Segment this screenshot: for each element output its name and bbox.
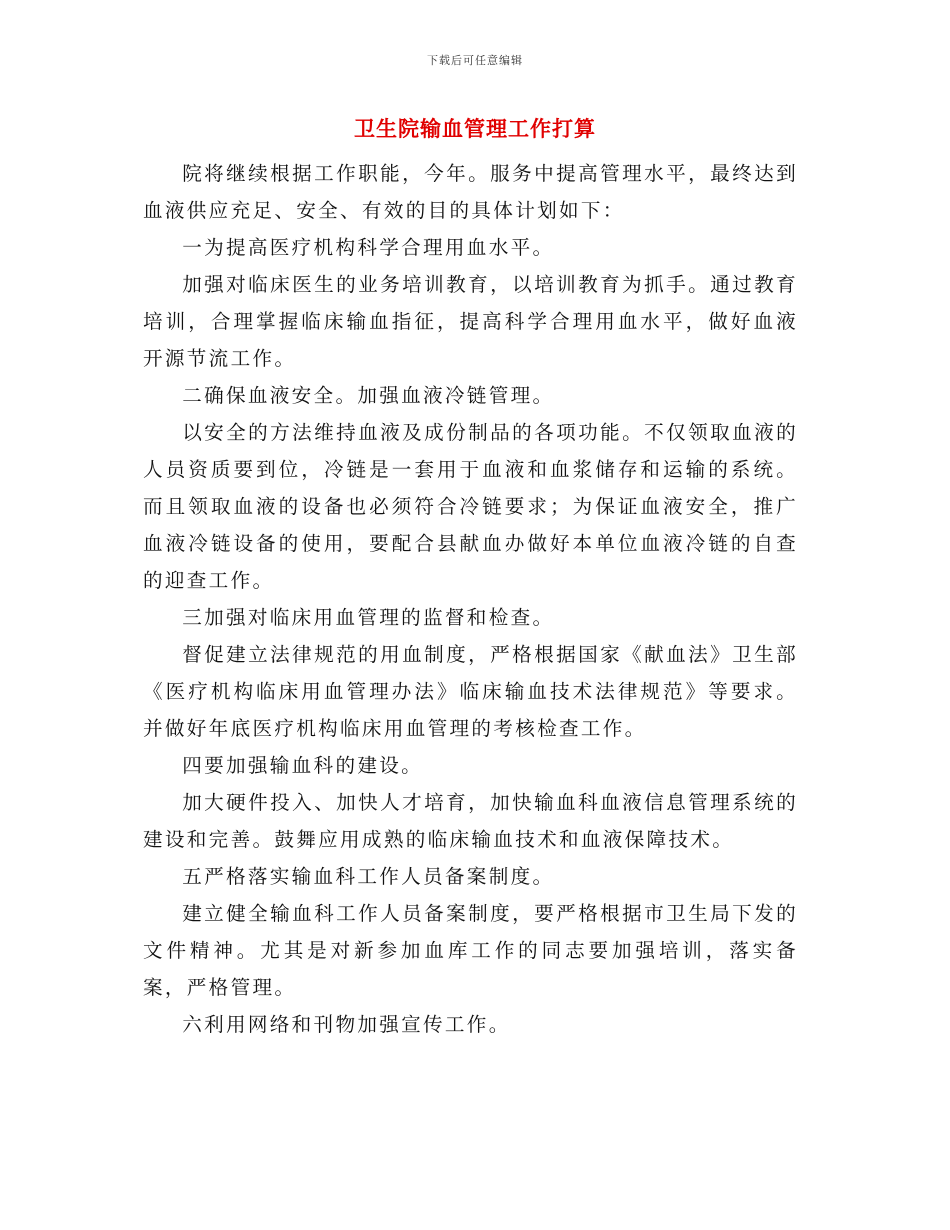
heading-1: 一为提高医疗机构科学合理用血水平。 [182, 236, 555, 259]
page-header-note: 下载后可任意编辑 [427, 54, 523, 67]
document-body [143, 155, 798, 1043]
heading-6: 六利用网络和刊物加强宣传工作。 [182, 1013, 511, 1036]
document-title: 卫生院输血管理工作打算 [354, 116, 596, 141]
paragraph-4: 加大硬件投入、加快人才培育，加快输血科血液信息管理系统的建设和完善。鼓舞应用成熟的临床输血技术和血液保障技术。 [143, 791, 798, 851]
paragraph-3: 督促建立法律规范的用血制度，严格根据国家《献血法》卫生部《医疗机构临床用血管理办法》临床输血技术法律规范》等要求。并做好年底医疗机构临床用血管理的考核检查工作。 [143, 643, 798, 740]
paragraph-1: 加强对临床医生的业务培训教育，以培训教育为抓手。通过教育培训，合理掌握临床输血指征，提高科学合理用血水平，做好血液开源节流工作。 [143, 273, 798, 370]
paragraph-intro: 院将继续根据工作职能，今年。服务中提高管理水平，最终达到血液供应充足、安全、有效的目的具体计划如下： [143, 162, 798, 222]
heading-4: 四要加强输血科的建设。 [182, 754, 424, 777]
heading-5: 五严格落实输血科工作人员备案制度。 [182, 865, 555, 888]
heading-2: 二确保血液安全。加强血液冷链管理。 [182, 384, 555, 407]
heading-3: 三加强对临床用血管理的监督和检查。 [182, 606, 555, 629]
paragraph-2: 以安全的方法维持血液及成份制品的各项功能。不仅领取血液的人员资质要到位，冷链是一套用于血液和血浆储存和运输的系统。而且领取血液的设备也必须符合冷链要求；为保证血液安全，推广血液冷链设备的使用，要配合县献血办做好本单位血液冷链的自查的迎查工作。 [143, 421, 798, 592]
paragraph-5: 建立健全输血科工作人员备案制度，要严格根据市卫生局下发的文件精神。尤其是对新参加血库工作的同志要加强培训，落实备案，严格管理。 [143, 902, 798, 999]
